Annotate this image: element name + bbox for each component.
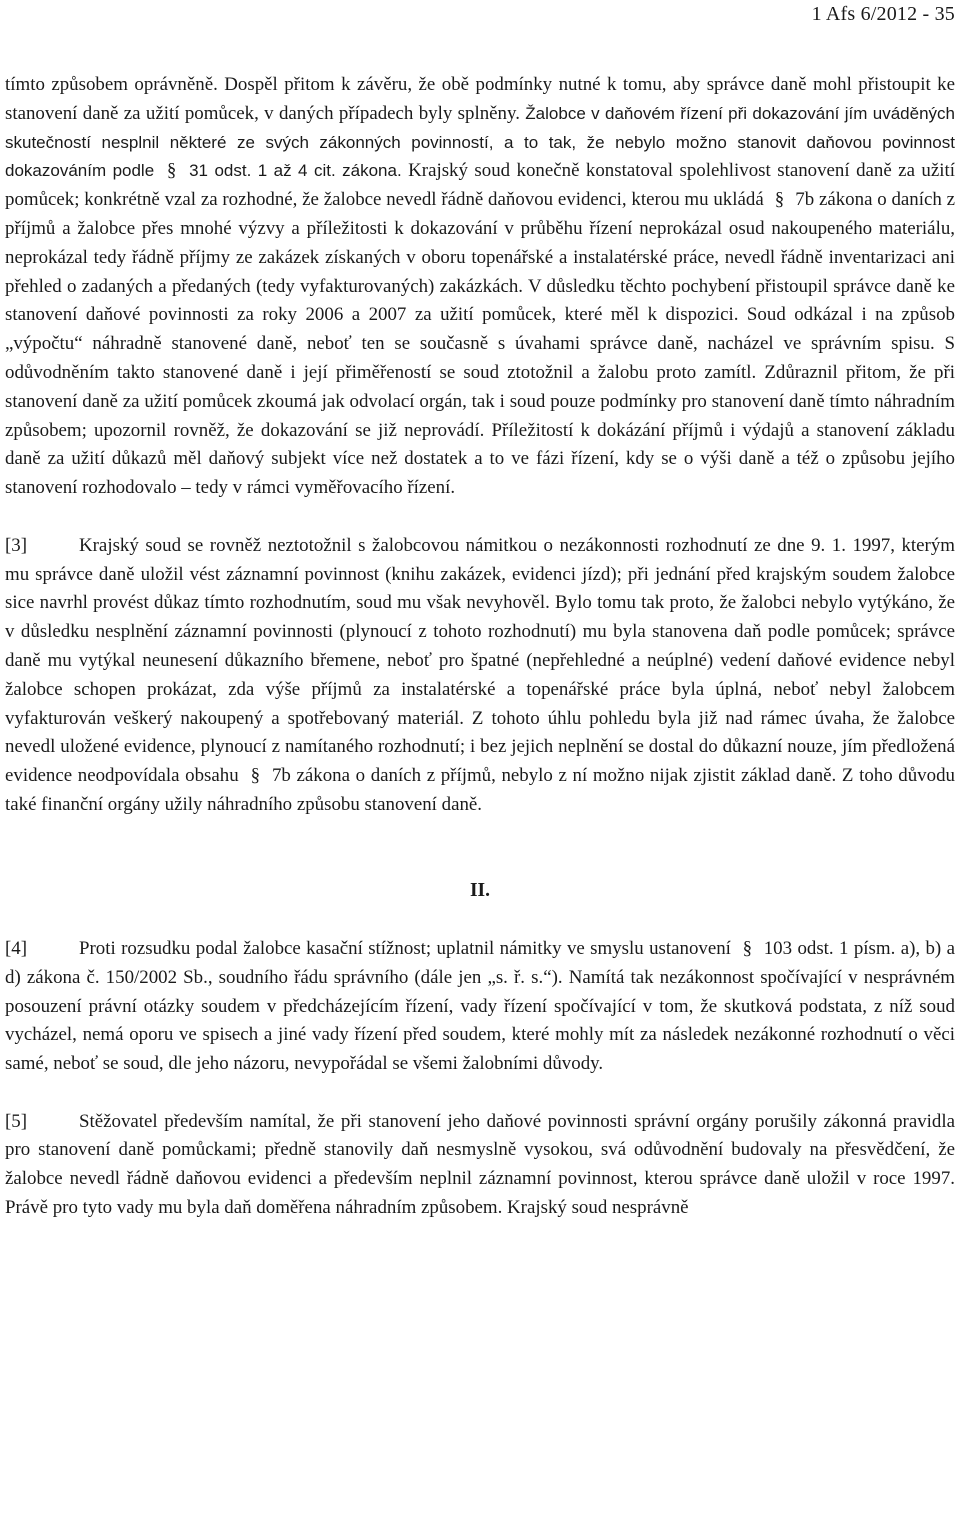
intro-text-part-d: Krajský soud konečně konstatoval spolehlivost stanovení daně za užití pomůcek; konkrétně vzal za rozhodné, že žalobce nevedl řádně daňovou evidenci, kterou mu ukládá — [5, 160, 955, 211]
intro-text-part-c: 31 odst. 1 až 4 cit. zákona. — [189, 161, 402, 181]
section-symbol-icon: § — [774, 189, 785, 211]
paragraph-3-text-part-b: 7b zákona o daních z příjmů, nebylo z ní možno nijak zjistit základ daně. Z toho důvodu také finanční orgány užily náhradního způsobu stanovení daně. — [5, 765, 955, 815]
paragraph-spacer — [5, 503, 955, 532]
paragraph-3-text-part-a: Krajský soud se rovněž neztotožnil s žalobcovou námitkou o nezákonnosti rozhodnutí ze dne 9. 1. 1997, kterým mu správce daně uložil vést záznamní povinnost (knihu zakázek, evidenci jízd); při jednání před krajským soudem žalobce sice navrhl provést důkaz tímto rozhodnutím, soud mu však nevyhověl. Bylo tomu tak proto, že žalobci nebylo vytýkáno, že v důsledku nesplnění záznamní povinnosti (plynoucí z tohoto rozhodnutí) mu byla stanovena daň podle pomůcek; správce daně mu vytýkal neunesení důkazního břemene, neboť pro špatné (nepřehledné a neúplné) vedení daňové evidence nebyl žalobce schopen prokázat, zda výše příjmů za instalatérské a topenářské práce byla úplná, neboť nebyl žalobcem vyfakturován veškerý nakoupený a spotřebovaný materiál. Z tohoto úhlu pohledu byla již nad rámec úvaha, že žalobce nevedl uložené evidence, plynoucí z namítaného rozhodnutí; i bez jejich neplnění se dostal do důkazní nouze, jím předložená evidence neodpovídala obsahu — [5, 534, 955, 787]
document-page — [5, 0, 955, 1521]
paragraph-number: [5] — [5, 1110, 28, 1132]
paragraph-4-text-part-b: 103 odst. 1 písm. a), b) a d) zákona č. 150/2002 Sb., soudního řádu správního (dále jen „s. ř. s.“). Namítá tak nezákonnost spočívající v nesprávném posouzení právní otázky soudem v předcházejícím řízení, vady řízení spočívající v tom, že skutková podstata, z níž soud vycházel, nemá oporu ve spisech a jiné vady řízení před soudem, které mohly mít za následek nezákonné rozhodnutí o věci samé, neboť se soud, dle jeho názoru, nevypořádal se všemi žalobními důvody. — [5, 937, 955, 1075]
section-heading: II. — [469, 880, 491, 902]
paragraph-number: [4] — [5, 937, 28, 959]
section-symbol-icon: § — [250, 765, 261, 787]
section-symbol-icon: § — [166, 160, 177, 182]
intro-text-part-a: tímto způsobem oprávněně. Dospěl přitom k závěru, že obě podmínky nutné k tomu, aby správce daně mohl přistoupit ke stanovení daně za užití pomůcek, v daných případech byly splněny. — [5, 74, 955, 124]
paragraph-spacer — [5, 906, 955, 935]
paragraph-3 — [5, 532, 955, 820]
document-body — [5, 71, 955, 1223]
paragraph-spacer — [5, 1079, 955, 1108]
paragraph-5 — [5, 1108, 955, 1223]
paragraph-intro — [5, 71, 955, 503]
paragraph-5-text-part-a: Stěžovatel především namítal, že při stanovení jeho daňové povinnosti správní orgány porušily zákonná pravidla pro stanovení daně pomůckami; předně stanovily daň nesmyslně vysokou, svá odůvodnění budovaly na přesvědčení, že žalobce nevedl řádně daňovou evidenci a především neplnil záznamní povinnost, kterou správce daně uložil v roce 1997. Právě pro tyto vady mu byla daň doměřena náhradním způsobem. Krajský soud nesprávně — [5, 1110, 955, 1219]
intro-text-part-e: 7b zákona o daních z příjmů a žalobce přes mnohé výzvy a příležitosti k dokazování v průběhu řízení neprokázal osud nakoupeného materiálu, neprokázal tedy řádně příjmy ze zakázek získaných v oboru topenářské a instalatérské práce, nevedl řádně inventarizaci ani přehled o zadaných a předaných (tedy vyfakturovaných) zakázkách. V důsledku těchto pochybení přistoupil správce daně ke stanovení daňové povinnosti za roky 2006 a 2007 za užití pomůcek, které měl k dispozici. Soud odkázal i na způsob „výpočtu“ náhradně stanovené daně, neboť ten se současně s úvahami správce daně, nacházel ve správním spisu. S odůvodněním takto stanovené daně i její přiměřeností se soud ztotožnil a žalobu proto zamítl. Zdůraznil přitom, že při stanovení daně za užití pomůcek zkoumá jak odvolací orgán, tak i soud pouze podmínky pro stanovení daně tímto náhradním způsobem; upozornil rovněž, že dokazování se již neprovádí. Příležitostí k dokázání příjmů i výdajů a stanovení základu daně za užití důkazů měl daňový subjekt více než dostatek a to ve fázi řízení, kdy se o výši daně a též o způsobu jejího stanovení rozhodovalo – tedy v rámci vyměřovacího řízení. — [5, 189, 955, 499]
section-symbol-icon: § — [742, 937, 753, 959]
paragraph-4-text-part-a: Proti rozsudku podal žalobce kasační stížnost; uplatnil námitky ve smyslu ustanovení — [79, 937, 731, 959]
paragraph-number: [3] — [5, 534, 28, 556]
paragraph-4 — [5, 935, 955, 1079]
section-spacer — [5, 820, 955, 878]
case-reference-header: 1 Afs 6/2012 - 35 — [811, 3, 955, 25]
intro-text-part-b: Žalobce v daňovém řízení při dokazování jím uváděných skutečností nesplnil některé ze svých zákonných povinností, a to tak, že nebylo možno stanovit daňovou povinnost dokazováním podle — [5, 103, 955, 181]
